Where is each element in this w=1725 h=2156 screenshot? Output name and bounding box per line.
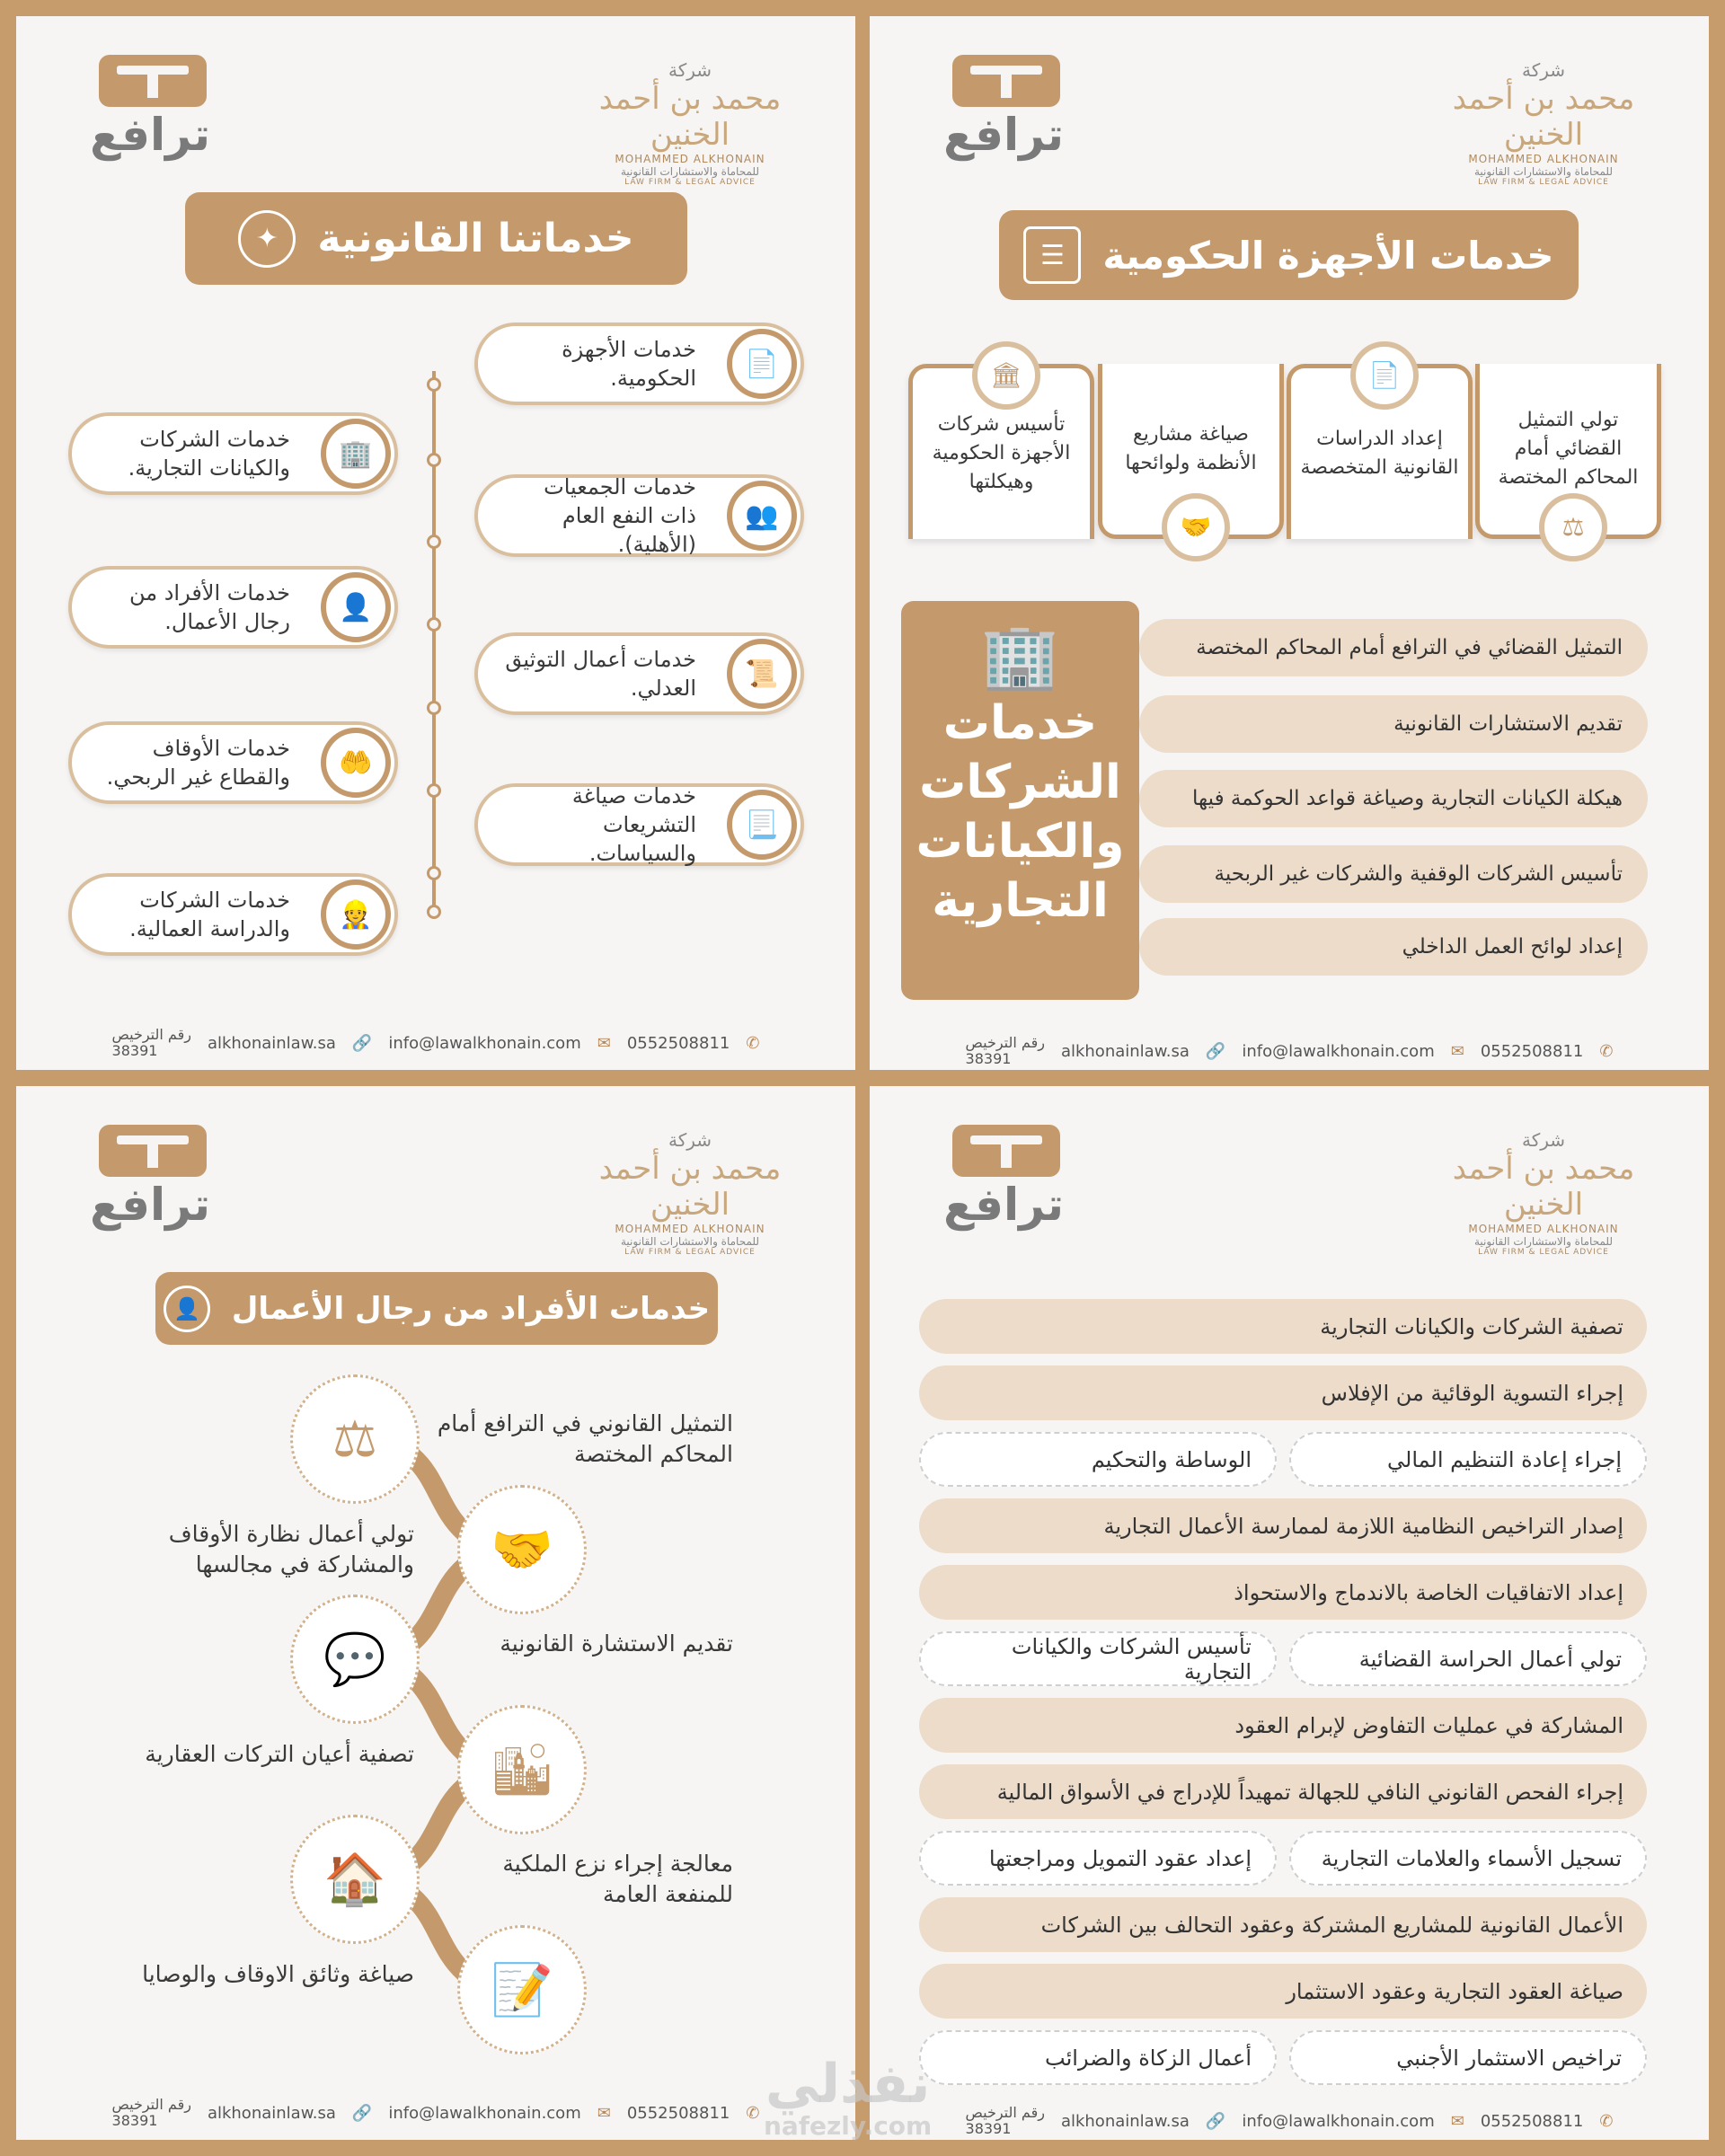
service-pill: أعمال الزكاة والضرائب [919, 2030, 1277, 2085]
service-pill: تولي أعمال الحراسة القضائية [1289, 1631, 1647, 1686]
company-logo-company-sub_ar: للمحاماة والاستشارات القانونية [1473, 1235, 1614, 1248]
license [112, 1027, 191, 1059]
service-row [919, 1565, 1647, 1620]
link-icon: 🔗 [351, 1033, 373, 1053]
company-logo-company-en: MOHAMMED ALKHONAIN [1468, 1223, 1619, 1235]
person-icon: 👤 [164, 1286, 210, 1332]
service-row [919, 1299, 1647, 1354]
phone-number[interactable]: 0552508811 [626, 2103, 730, 2123]
mail-icon: ✉ [597, 1033, 611, 1053]
service-label: تولي أعمال نظارة الأوقاف والمشاركة في مجالسها [168, 1521, 414, 1577]
service-pill: إعداد الاتفاقيات الخاصة بالاندماج والاستحواذ [919, 1565, 1647, 1620]
email-link[interactable]: info@lawalkhonain.com [1242, 1041, 1435, 1061]
service-row [919, 1498, 1647, 1553]
timeline-dot [427, 377, 441, 392]
email-link[interactable]: info@lawalkhonain.com [388, 2103, 581, 2123]
license-label: رقم الترخيص [111, 1026, 191, 1043]
timeline-dot [427, 905, 441, 919]
building-icon: 🏢 [321, 419, 391, 489]
service-list-item: هيكلة الكيانات التجارية وصياغة قواعد الحوكمة فيها [1139, 770, 1648, 827]
service-label: خدمات صياغة التشريعات والسياسات. [571, 783, 696, 866]
service-row [919, 1698, 1647, 1753]
company-logo-company-prefix: شركة [668, 1129, 712, 1151]
scales-icon [99, 55, 207, 107]
scales-icon [952, 55, 1060, 107]
service-pill: إجراء التسوية الوقائية من الإفلاس [919, 1365, 1647, 1420]
license-number: 38391 [111, 2112, 158, 2129]
trafa-logo-text: ترافع [90, 109, 210, 161]
panel-title-banner [185, 192, 687, 285]
company-logo-company-sub_ar: للمحاماة والاستشارات القانونية [1473, 165, 1614, 178]
contact-footer [870, 2105, 1709, 2137]
website-link[interactable]: alkhonainlaw.sa [207, 2103, 336, 2123]
service-item [474, 323, 804, 405]
company-logo-company-sub_en: LAW FIRM & LEGAL ADVICE [1478, 1248, 1609, 1257]
company-logo-company-sub_ar: للمحاماة والاستشارات القانونية [620, 1235, 760, 1248]
service-label: خدمات الشركات والكيانات التجارية. [128, 427, 290, 481]
group-icon: 👥 [727, 481, 797, 551]
link-icon: 🔗 [351, 2103, 373, 2123]
service-pill: المشاركة في عمليات التفاوض لإبرام العقود [919, 1698, 1647, 1753]
timeline-dot [427, 453, 441, 467]
service-pill: إصدار التراخيص النظامية اللازمة لممارسة الأعمال التجارية [919, 1498, 1647, 1553]
service-row [919, 1631, 1647, 1686]
service-row [919, 1365, 1647, 1420]
trafa-logo [943, 55, 1064, 168]
worker-icon: 👷 [321, 879, 391, 950]
whatsapp-icon: ✆ [1599, 2111, 1614, 2131]
trafa-logo-text: ترافع [943, 109, 1064, 161]
service-label: خدمات الأفراد من رجال الأعمال. [128, 580, 290, 634]
chat-question-icon: 💬 [290, 1595, 420, 1724]
service-item [474, 474, 804, 557]
phone-number[interactable]: 0552508811 [1480, 1041, 1584, 1061]
company-logo-company-en: MOHAMMED ALKHONAIN [615, 1223, 765, 1235]
scales-icon [99, 1125, 207, 1177]
service-pill: الوساطة والتحكيم [919, 1432, 1277, 1487]
government-building-icon: 🏛 [972, 341, 1040, 410]
timeline-dot [427, 866, 441, 880]
card-label: صياغة مشاريع الأنظمة ولوائحها [1125, 423, 1257, 474]
watermark: نفذلي nafezly.com [764, 2053, 933, 2141]
timeline-dot [427, 617, 441, 632]
company-logo-company-sub_en: LAW FIRM & LEGAL ADVICE [624, 1248, 756, 1257]
timeline-dot [427, 535, 441, 549]
trafa-logo-text: ترافع [943, 1179, 1064, 1231]
website-link[interactable]: alkhonainlaw.sa [1060, 2111, 1190, 2131]
scroll-icon: 📃 [727, 790, 797, 860]
gavel-icon: ⚖ [1539, 493, 1607, 561]
trafa-logo [90, 55, 210, 168]
service-list-item: تقديم الاستشارات القانونية [1139, 695, 1648, 753]
service-row [919, 2030, 1647, 2085]
email-link[interactable]: info@lawalkhonain.com [388, 1033, 581, 1053]
panel-more-services [870, 1086, 1709, 2140]
contact-footer [870, 1035, 1709, 1067]
website-link[interactable]: alkhonainlaw.sa [207, 1033, 336, 1053]
service-row [919, 1831, 1647, 1886]
mail-icon: ✉ [597, 2103, 611, 2123]
service-row [919, 1432, 1647, 1487]
service-pill: تراخيص الاستثمار الأجنبي [1289, 2030, 1647, 2085]
document-list-icon: ☰ [1023, 226, 1081, 284]
service-item [68, 873, 398, 956]
license-label: رقم الترخيص [965, 2104, 1045, 2121]
service-pill: صياغة العقود التجارية وعقود الاستثمار [919, 1964, 1647, 2019]
scales-icon [952, 1125, 1060, 1177]
company-logo-company-sub_en: LAW FIRM & LEGAL ADVICE [624, 178, 756, 187]
panel-title: خدمات الأفراد من رجال الأعمال [231, 1290, 711, 1327]
company-logo [1445, 1129, 1642, 1257]
trafa-logo [90, 1125, 210, 1238]
panel-government-services [870, 16, 1709, 1070]
service-row [919, 1764, 1647, 1819]
house-document-icon: 🏠 [290, 1815, 420, 1944]
service-item [68, 566, 398, 649]
service-label: تصفية أعيان التركات العقارية [145, 1741, 414, 1767]
service-label: خدمات الجمعيات ذات النفع العام (الأهلية). [544, 474, 696, 557]
company-logo-company-en: MOHAMMED ALKHONAIN [615, 153, 765, 165]
license [966, 1035, 1045, 1067]
service-list-item: التمثيل القضائي في الترافع أمام المحاكم المختصة [1139, 619, 1648, 676]
company-logo-company-sub_ar: للمحاماة والاستشارات القانونية [620, 165, 760, 178]
service-card [1475, 364, 1661, 542]
handshake-icon: 🤝 [457, 1485, 587, 1614]
company-logo-company-sub_en: LAW FIRM & LEGAL ADVICE [1478, 178, 1609, 187]
contact-footer [16, 2097, 855, 2129]
company-logo [591, 59, 789, 187]
trafa-logo-text: ترافع [90, 1179, 210, 1231]
service-item [68, 412, 398, 495]
license-number: 38391 [111, 1042, 158, 1059]
company-logo-company-prefix: شركة [1521, 59, 1566, 81]
mail-icon: ✉ [1450, 2111, 1464, 2131]
service-label: خدمات الأوقاف والقطاع غير الربحي. [106, 736, 290, 790]
website-link[interactable]: alkhonainlaw.sa [1060, 1041, 1190, 1061]
gavel-icon: ⚖ [290, 1374, 420, 1504]
license-label: رقم الترخيص [965, 1034, 1045, 1051]
license [112, 2097, 191, 2129]
email-link[interactable]: info@lawalkhonain.com [1242, 2111, 1435, 2131]
license [966, 2105, 1045, 2137]
service-pill: إجراء إعادة التنظيم المالي [1289, 1432, 1647, 1487]
contact-footer [16, 1027, 855, 1059]
service-card [1287, 360, 1473, 539]
companies-services-box [901, 601, 1139, 1000]
buildings-icon: 🏙 [457, 1705, 587, 1834]
service-label: تقديم الاستشارة القانونية [500, 1630, 733, 1657]
service-pill: الأعمال القانونية للمشاريع المشتركة وعقود التحالف بين الشركات [919, 1897, 1647, 1952]
whatsapp-icon: ✆ [746, 1033, 760, 1053]
service-label: خدمات أعمال التوثيق العدلي. [505, 647, 696, 701]
service-item [474, 783, 804, 866]
license-number: 38391 [965, 1050, 1012, 1067]
service-pill: إجراء الفحص القانوني النافي للجهالة تمهيداً للإدراج في الأسواق المالية [919, 1764, 1647, 1819]
timeline-dot [427, 701, 441, 715]
panel-our-legal-services [16, 16, 855, 1070]
service-pill: تسجيل الأسماء والعلامات التجارية [1289, 1831, 1647, 1886]
company-logo-company-name: محمد بن أحمد الخنين [598, 81, 782, 153]
trafa-logo [943, 1125, 1064, 1238]
whatsapp-icon: ✆ [746, 2103, 760, 2123]
document-icon: 📄 [1350, 341, 1419, 410]
panel-title-banner [999, 210, 1579, 300]
office-building-icon: 🏢 [980, 619, 1060, 693]
certificate-icon: 📜 [727, 639, 797, 709]
service-row [919, 1897, 1647, 1952]
service-label: صياغة وثائق الاوقاف والوصايا [142, 1961, 414, 1987]
service-list-item: إعداد لوائح العمل الداخلي [1139, 918, 1648, 976]
card-label: تولي التمثيل القضائي أمام المحاكم المختصة [1498, 409, 1639, 489]
timeline-dot [427, 783, 441, 798]
license-number: 38391 [965, 2120, 1012, 2137]
company-logo-company-prefix: شركة [1521, 1129, 1566, 1151]
phone-number[interactable]: 0552508811 [626, 1033, 730, 1053]
panel-title: خدمات الأجهزة الحكومية [1102, 233, 1554, 278]
panel-individual-services [16, 1086, 855, 2140]
link-icon: 🔗 [1205, 2111, 1226, 2131]
company-logo [1445, 59, 1642, 187]
card-label: تأسيس شركات الأجهزة الحكومية وهيكلتها [932, 413, 1071, 493]
service-label: معالجة إجراء نزع الملكية للمنفعة العامة [502, 1851, 733, 1907]
hand-award-icon: ✦ [238, 210, 296, 268]
hand-coin-icon: 🤲 [321, 728, 391, 798]
whatsapp-icon: ✆ [1599, 1041, 1614, 1061]
service-item [474, 632, 804, 715]
company-logo [591, 1129, 789, 1257]
service-row [919, 1964, 1647, 2019]
mail-icon: ✉ [1450, 1041, 1464, 1061]
contract-icon: 📝 [457, 1925, 587, 2054]
service-pill: تصفية الشركات والكيانات التجارية [919, 1299, 1647, 1354]
box-title: خدمات الشركات والكيانات التجارية [916, 696, 1125, 928]
service-item [68, 721, 398, 804]
document-icon: 📄 [727, 329, 797, 399]
card-label: إعداد الدراسات القانونية المتخصصة [1300, 428, 1459, 479]
service-pill: تأسيس الشركات والكيانات التجارية [919, 1631, 1277, 1686]
handshake-icon: 🤝 [1162, 493, 1230, 561]
service-label: خدمات الشركات والدراسة العمالية. [129, 888, 290, 941]
company-logo-company-name: محمد بن أحمد الخنين [1452, 1151, 1635, 1223]
service-pill: إعداد عقود التمويل ومراجعتها [919, 1831, 1277, 1886]
company-logo-company-prefix: شركة [668, 59, 712, 81]
service-card [1098, 364, 1284, 542]
service-card [908, 360, 1094, 539]
company-logo-company-name: محمد بن أحمد الخنين [1452, 81, 1635, 153]
panel-title: خدماتنا القانونية [317, 216, 634, 261]
person-icon: 👤 [321, 572, 391, 642]
service-label: التمثيل القانوني في الترافع أمام المحاكم المختصة [437, 1410, 733, 1467]
phone-number[interactable]: 0552508811 [1480, 2111, 1584, 2131]
service-list-item: تأسيس الشركات الوقفية والشركات غير الربحية [1139, 845, 1648, 903]
link-icon: 🔗 [1205, 1041, 1226, 1061]
company-logo-company-name: محمد بن أحمد الخنين [598, 1151, 782, 1223]
service-label: خدمات الأجهزة الحكومية. [562, 337, 696, 391]
company-logo-company-en: MOHAMMED ALKHONAIN [1468, 153, 1619, 165]
license-label: رقم الترخيص [111, 2096, 191, 2113]
